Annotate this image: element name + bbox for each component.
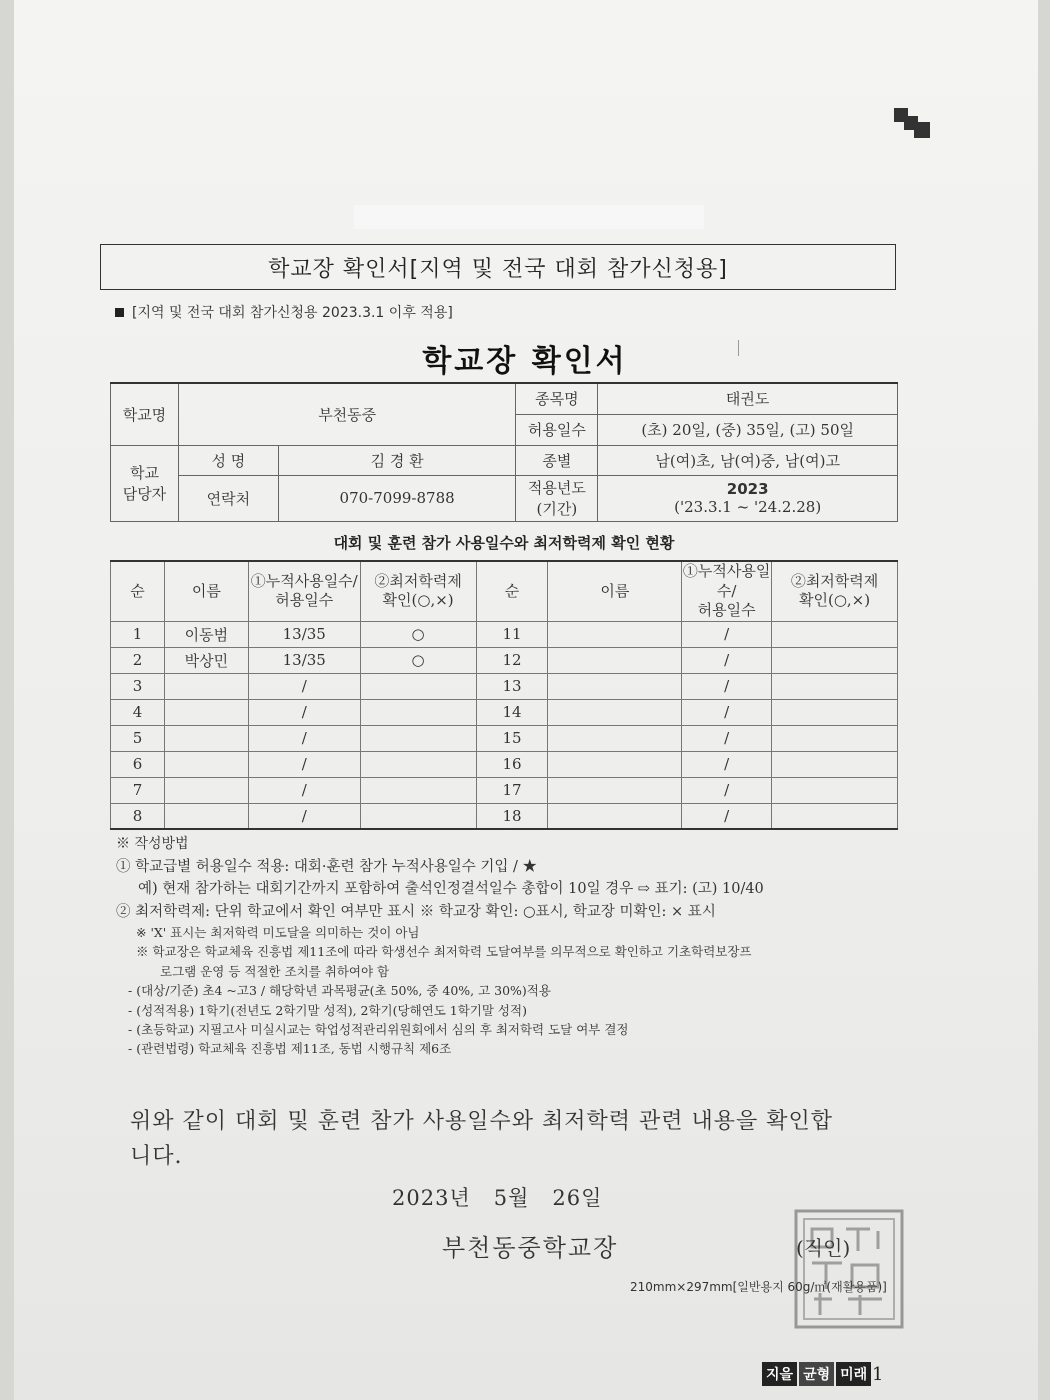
table-row	[111, 621, 898, 647]
year-label	[516, 475, 598, 521]
row-days: /	[248, 751, 360, 777]
row-no: 17	[476, 777, 548, 803]
category-value: 남(여)초, 남(여)중, 남(여)고	[598, 445, 898, 475]
row-min	[772, 751, 898, 777]
corner-mark-icon	[894, 108, 932, 140]
col-name-left: 이름	[164, 561, 248, 621]
footer-logo-part-2: 균형	[799, 1362, 834, 1386]
col-no-right: 순	[476, 561, 548, 621]
row-name	[548, 699, 682, 725]
table-row	[111, 673, 898, 699]
seal-label: (직인)	[796, 1236, 851, 1260]
confirmation-line-1: 위와 같이 대회 및 훈련 참가 사용일수와 최저학력 관련 내용을 확인합	[130, 1109, 833, 1134]
row-no: 2	[111, 647, 165, 673]
row-no: 13	[476, 673, 548, 699]
note-line-2: 예) 현재 참가하는 대회기간까지 포함하여 출석인정결석일수 총합이 10일 경우 ⇨ 표기: (고) 10/40	[138, 881, 764, 898]
year-label-line1: 적용년도	[527, 479, 586, 497]
name-label: 성 명	[178, 445, 278, 475]
row-name: 이동범	[164, 621, 248, 647]
row-min: ○	[360, 647, 476, 673]
row-days: /	[682, 803, 772, 829]
row-min	[772, 777, 898, 803]
row-no: 6	[111, 751, 165, 777]
row-no: 16	[476, 751, 548, 777]
table-row	[111, 647, 898, 673]
official-seal-icon	[790, 1205, 908, 1333]
principal-name: 부천동중학교장	[442, 1234, 619, 1262]
row-min	[772, 673, 898, 699]
col-days-left	[248, 561, 360, 621]
col-days-right	[682, 561, 772, 621]
row-min	[772, 803, 898, 829]
col-days-right-line1: ①누적사용일수/	[682, 562, 771, 600]
roster-table	[110, 560, 898, 830]
note-line-6: 로그램 운영 등 적절한 조치를 취하여야 함	[160, 963, 390, 979]
row-name	[548, 751, 682, 777]
note-line-8: - (성적적용) 1학기(전년도 2학기말 성적), 2학기(당해연도 1학기말 성적)	[128, 1002, 527, 1018]
row-name	[548, 725, 682, 751]
row-name	[164, 725, 248, 751]
school-name-label: 학교명	[111, 383, 179, 445]
allowed-days-label: 허용일수	[516, 414, 598, 445]
staff-label-line2: 담당자	[122, 485, 167, 503]
document-box-title: 학교장 확인서[지역 및 전국 대회 참가신청용]	[100, 244, 896, 290]
col-days-right-line2: 허용일수	[697, 601, 756, 619]
row-days: 13/35	[248, 647, 360, 673]
row-min: ○	[360, 621, 476, 647]
row-days: /	[248, 673, 360, 699]
col-no-left: 순	[111, 561, 165, 621]
row-min	[772, 725, 898, 751]
row-name	[164, 751, 248, 777]
row-no: 11	[476, 621, 548, 647]
row-days: /	[682, 725, 772, 751]
row-no: 14	[476, 699, 548, 725]
row-min	[360, 777, 476, 803]
category-label: 종별	[516, 445, 598, 475]
table-row	[111, 777, 898, 803]
row-no: 8	[111, 803, 165, 829]
year-value	[598, 475, 898, 521]
row-days: /	[682, 673, 772, 699]
row-name	[548, 621, 682, 647]
confirmation-statement	[130, 1104, 890, 1174]
row-no: 7	[111, 777, 165, 803]
row-days: /	[682, 647, 772, 673]
row-min	[360, 699, 476, 725]
row-name	[164, 777, 248, 803]
event-value: 태권도	[598, 383, 898, 414]
row-name	[164, 699, 248, 725]
row-min	[360, 751, 476, 777]
row-days: /	[682, 777, 772, 803]
note-line-1: ① 학교급별 허용일수 적용: 대회·훈련 참가 누적사용일수 기입 / ★	[116, 858, 538, 875]
row-days: /	[248, 699, 360, 725]
note-line-9: - (초등학교) 지필고사 미실시교는 학업성적관리위원회에서 심의 후 최저학력 도달 여부 결정	[128, 1021, 629, 1037]
staff-label	[111, 445, 179, 521]
row-no: 12	[476, 647, 548, 673]
col-name-right: 이름	[548, 561, 682, 621]
row-no: 1	[111, 621, 165, 647]
row-no: 4	[111, 699, 165, 725]
col-min-right-line1: ②최저학력제	[790, 571, 879, 590]
col-days-left-line2: 허용일수	[275, 591, 334, 610]
event-label: 종목명	[516, 383, 598, 414]
writing-instructions	[116, 834, 906, 1059]
notes-heading: ※ 작성방법	[116, 836, 189, 852]
subtitle-text: [지역 및 전국 대회 참가신청용 2023.3.1 이후 적용]	[132, 305, 453, 321]
paper-spec: 210mm×297mm[일반용지 60g/㎡(재활용품)]	[630, 1280, 887, 1294]
row-no: 15	[476, 725, 548, 751]
main-title: 학교장 확인서	[422, 344, 628, 379]
year-period: ('23.3.1 ~ '24.2.28)	[674, 498, 822, 516]
confirmation-line-2: 니다.	[130, 1144, 183, 1170]
row-days: /	[248, 725, 360, 751]
redacted-area	[354, 205, 704, 229]
bullet-square-icon	[115, 308, 124, 317]
info-table	[110, 382, 898, 522]
col-min-right	[772, 561, 898, 621]
footer-logo	[762, 1362, 873, 1386]
row-days: /	[682, 699, 772, 725]
page-number: 1	[872, 1364, 884, 1385]
row-name	[548, 777, 682, 803]
col-min-left-line1: ②최저학력제	[374, 571, 462, 590]
row-min	[360, 725, 476, 751]
footer-logo-part-3: 미래	[836, 1362, 871, 1386]
row-min	[772, 699, 898, 725]
col-days-left-line1: ①누적사용일수/	[250, 571, 358, 590]
name-value: 김 경 환	[278, 445, 516, 475]
table-row	[111, 725, 898, 751]
row-no: 5	[111, 725, 165, 751]
note-line-10: - (관련법령) 학교체육 진흥법 제11조, 동법 시행규칙 제6조	[128, 1041, 452, 1057]
row-days: 13/35	[248, 621, 360, 647]
roster-section-title: 대회 및 훈련 참가 사용일수와 최저학력제 확인 현황	[333, 534, 675, 552]
year-label-line2: (기간)	[536, 500, 578, 518]
note-line-4: ※ 'X' 표시는 최저학력 미도달을 의미하는 것이 아님	[136, 925, 420, 941]
allowed-days-value: (초) 20일, (중) 35일, (고) 50일	[598, 414, 898, 445]
row-name	[548, 803, 682, 829]
col-min-left	[360, 561, 476, 621]
table-row	[111, 803, 898, 829]
row-days: /	[248, 777, 360, 803]
school-name-value: 부천동중	[178, 383, 516, 445]
col-min-left-line2: 확인(○,×)	[382, 591, 454, 610]
row-min	[360, 673, 476, 699]
row-days: /	[682, 751, 772, 777]
col-min-right-line2: 확인(○,×)	[798, 591, 871, 610]
document-date: 2023년 5월 26일	[392, 1186, 603, 1210]
row-name	[164, 803, 248, 829]
document-subtitle	[115, 302, 453, 322]
table-row	[111, 751, 898, 777]
row-name	[164, 673, 248, 699]
contact-label: 연락처	[178, 475, 278, 521]
note-line-7: - (대상/기준) 초4 ~고3 / 해당학년 과목평균(초 50%, 중 40%, 고 30%)적용	[128, 983, 551, 999]
row-days: /	[682, 621, 772, 647]
year-number: 2023	[726, 480, 769, 498]
row-name: 박상민	[164, 647, 248, 673]
note-line-5: ※ 학교장은 학교체육 진흥법 제11조에 따라 학생선수 최저학력 도달여부를 의무적으로 확인하고 기초학력보장프	[136, 944, 752, 960]
table-row	[111, 699, 898, 725]
note-line-3: ② 최저학력제: 단위 학교에서 확인 여부만 표시 ※ 학교장 확인: ○표시, 학교장 미확인: × 표시	[116, 903, 716, 920]
contact-value: 070-7099-8788	[278, 475, 516, 521]
row-name	[548, 647, 682, 673]
row-min	[772, 621, 898, 647]
pencil-mark	[738, 340, 739, 356]
row-no: 3	[111, 673, 165, 699]
row-no: 18	[476, 803, 548, 829]
row-name	[548, 673, 682, 699]
staff-label-line1: 학교	[129, 464, 159, 482]
footer-logo-part-1: 지을	[762, 1362, 797, 1386]
row-days: /	[248, 803, 360, 829]
row-min	[772, 647, 898, 673]
row-min	[360, 803, 476, 829]
